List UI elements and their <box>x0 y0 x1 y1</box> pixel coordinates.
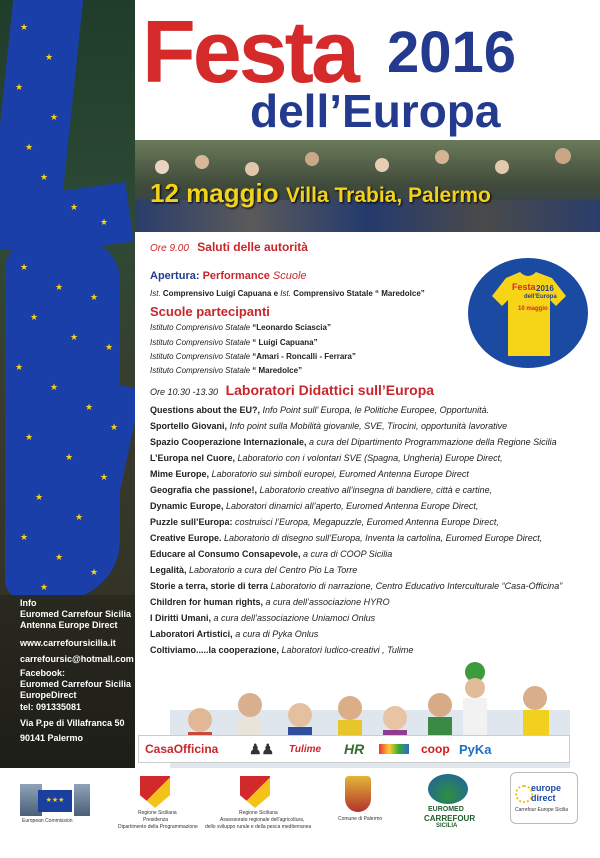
activity-desc: Laboratorio con i volontari SVE (Spagna, Ungheria) Europe Direct, <box>235 453 503 463</box>
activity-item <box>150 629 318 639</box>
performance: Performance <box>202 270 270 282</box>
school-item <box>150 366 302 375</box>
activity-item <box>150 533 542 543</box>
ore2: Ore 10.30 -13.30 <box>150 387 219 397</box>
activity-name: Storie a terra, storie di terra <box>150 581 269 591</box>
rs1-line2: Presidenza <box>143 817 169 823</box>
activity-desc: costruisci l’Europa, Megapuzzle, Euromed Antenna Europe Direct, <box>232 517 499 527</box>
activity-name: Sportello Giovani, <box>150 421 228 431</box>
facebook-label: Facebook: <box>20 668 66 678</box>
activity-item <box>150 421 507 431</box>
svg-text:★: ★ <box>20 533 29 543</box>
school-name: “ Maredolce” <box>252 366 303 375</box>
svg-text:★: ★ <box>105 343 114 353</box>
facebook-line2: EuropeDirect <box>20 690 77 700</box>
tshirt-europa: dell’Europa <box>524 294 557 300</box>
title-festa: Festa <box>142 2 357 101</box>
activity-item <box>150 645 413 655</box>
school-prefix: Istituto Comprensivo Statale <box>150 366 251 375</box>
svg-text:★: ★ <box>15 83 24 93</box>
title-year: 2016 <box>387 20 517 85</box>
activity-name: Coltiviamo.....la cooperazione, <box>150 645 280 655</box>
activity-name: Children for human rights, <box>150 597 264 607</box>
activity-desc: Laboratori dinamici all’aperto, Euromed Antenna Europe Direct, <box>223 501 479 511</box>
svg-text:★: ★ <box>35 493 44 503</box>
activity-desc: Laboratorio sui simboli europei, Euromed Antenna Europe Direct <box>209 469 469 479</box>
svg-text:★: ★ <box>90 293 99 303</box>
activity-name: Dynamic Europe, <box>150 501 224 511</box>
school-prefix: Istituto Comprensivo Statale <box>150 352 251 361</box>
activity-name: Laboratori Artistici, <box>150 629 233 639</box>
svg-text:★: ★ <box>70 333 79 343</box>
palermo-label: Comune di Palermo <box>338 816 383 822</box>
school-prefix: Istituto Comprensivo Statale <box>150 323 251 332</box>
school-name: “ Luigi Capuana” <box>252 338 318 347</box>
svg-text:★: ★ <box>25 433 34 443</box>
event-date: 12 maggio <box>150 178 279 208</box>
european-commission-logo <box>20 784 90 816</box>
svg-text:★: ★ <box>40 583 49 593</box>
svg-text:★: ★ <box>40 173 49 183</box>
people-icon: ♟♟ <box>249 740 275 757</box>
activity-name: Creative Europe. <box>150 533 222 543</box>
rs1-line3: Dipartimento della Programmazione <box>118 824 198 830</box>
svg-text:★: ★ <box>45 53 54 63</box>
title-europa: dell’Europa <box>250 85 501 137</box>
euromed-line2: CARREFOUR <box>424 814 476 823</box>
rs2-line2: Assessorato regionale dell'agricoltura, <box>220 817 305 823</box>
info-label: Info <box>20 598 37 608</box>
casaofficina-logo <box>145 740 218 758</box>
svg-text:★: ★ <box>25 143 34 153</box>
address-line2: 90141 Palermo <box>20 733 84 743</box>
email-link[interactable]: carrefoursic@hotmall.com <box>20 654 134 664</box>
europe-direct-logo <box>510 772 578 824</box>
ist1-prefix: Ist. <box>150 289 161 298</box>
activity-name: Legalità, <box>150 565 187 575</box>
svg-text:★: ★ <box>50 113 59 123</box>
activity-item <box>150 597 390 607</box>
ed-line3: Carrefour Europe Sicilia <box>515 807 569 813</box>
tulime-logo <box>289 740 321 758</box>
tshirt-year: 2016 <box>536 284 554 293</box>
svg-text:★: ★ <box>15 363 24 373</box>
regione-sicilia-logo-2 <box>240 776 270 808</box>
activity-item <box>150 517 499 527</box>
event-place: Villa Trabia, Palermo <box>285 184 491 207</box>
apertura-row <box>150 270 307 282</box>
hr-logo <box>344 740 364 758</box>
school-item <box>150 323 331 332</box>
tshirt-badge <box>468 258 588 368</box>
scuole-partecipanti-heading: Scuole partecipanti <box>150 304 270 319</box>
activity-desc: Laboratorio di disegno sull’Europa, Inventa la cartolina, Euromed Europe Direct, <box>221 533 543 543</box>
activity-desc: a cura di Pyka Onlus <box>232 629 319 639</box>
website-link[interactable]: www.carrefoursicilia.it <box>20 638 116 648</box>
activity-desc: Laboratori ludico-creativi , Tulime <box>279 645 414 655</box>
conj-e: e <box>273 289 279 298</box>
activity-desc: a cura del Dipartimento Programmazione della Regione Sicilia <box>306 437 557 447</box>
uniamoci-logo <box>379 744 409 754</box>
scuole-word: Scuole <box>272 270 307 282</box>
svg-text:★: ★ <box>20 23 29 33</box>
svg-text:★: ★ <box>55 283 64 293</box>
ed-line1: europe <box>531 783 562 793</box>
apertura-label: Apertura: <box>150 270 200 282</box>
euromed-line3: SICILIA <box>436 823 458 829</box>
svg-text:★: ★ <box>55 553 64 563</box>
eu-flag-icon: ★★★ <box>38 790 72 812</box>
tshirt-festa: Festa <box>512 282 536 292</box>
ist1-name: Comprensivo Luigi Capuana <box>162 289 272 298</box>
hr-name: HR <box>344 741 365 757</box>
svg-text:★: ★ <box>50 383 59 393</box>
activity-item <box>150 469 469 479</box>
activity-item <box>150 453 503 463</box>
coop-logo <box>421 740 450 758</box>
ed-line2: direct <box>531 793 556 803</box>
ist2-name: Comprensivo Statale “ Maredolce” <box>293 289 425 298</box>
activity-name: Questions about the EU?, <box>150 405 261 415</box>
school-item <box>150 338 318 347</box>
svg-text:★: ★ <box>85 403 94 413</box>
activity-name: Spazio Cooperazione Internazionale, <box>150 437 307 447</box>
svg-text:★: ★ <box>20 263 29 273</box>
euromed-line1: EUROMED <box>428 806 464 813</box>
activity-item <box>150 405 489 415</box>
istituti-row <box>150 289 425 298</box>
euromed-logo <box>428 774 468 804</box>
pyka-name: PyKa <box>459 741 492 757</box>
pyka-logo <box>459 740 492 758</box>
svg-text:★: ★ <box>70 203 79 213</box>
coop-name: coop <box>421 742 450 756</box>
activity-desc: Laboratorio di narrazione, Centro Educativo Interculturale “Casa-Officina” <box>268 581 563 591</box>
activity-desc: a cura dell’associazione HYRO <box>263 597 390 607</box>
activity-desc: a cura dell’associazione Uniamoci Onlus <box>211 613 376 623</box>
activity-name: Educare al Consumo Consapevole, <box>150 549 301 559</box>
activity-name: Mime Europe, <box>150 469 210 479</box>
flag-stars <box>0 0 135 620</box>
activity-item <box>150 581 562 591</box>
saluti: Saluti delle autorità <box>197 240 308 254</box>
facebook-line1: Euromed Carrefour Sicilia <box>20 679 132 689</box>
school-prefix: Istituto Comprensivo Statale <box>150 338 251 347</box>
phone: tel: 091335081 <box>20 702 82 712</box>
svg-text:★: ★ <box>65 453 74 463</box>
activity-name: I Diritti Umani, <box>150 613 212 623</box>
rs2-line3: dello sviluppo rurale e della pesca mediterranea <box>205 824 312 830</box>
laboratori-title: Laboratori Didattici sull’Europa <box>225 382 435 398</box>
rs2-line1: Regione Siciliana <box>239 810 278 816</box>
poster-title <box>140 2 595 138</box>
svg-text:★: ★ <box>75 513 84 523</box>
left-photo-column <box>0 0 135 768</box>
activity-desc: Laboratorio a cura del Centro Pio La Torre <box>186 565 358 575</box>
tshirt-icon <box>468 258 588 368</box>
crowd-photo-banner <box>135 140 600 232</box>
info-line1: Euromed Carrefour Sicilia <box>20 609 132 619</box>
rs1-line1: Regione Siciliana <box>138 810 177 816</box>
activity-item <box>150 549 392 559</box>
activity-item <box>150 485 492 495</box>
palermo-crest-icon <box>345 776 371 812</box>
address-line1: Via P.pe di Villafranca 50 <box>20 718 125 728</box>
activity-item <box>150 613 375 623</box>
svg-text:★: ★ <box>110 423 119 433</box>
activity-name: Puzzle sull’Europa: <box>150 517 233 527</box>
activity-item <box>150 501 478 511</box>
activity-desc: Info Point sull’ Europa, le Politiche Europee, Opportunità. <box>260 405 490 415</box>
ist2-prefix: Ist. <box>280 289 291 298</box>
partners-strip <box>138 735 570 763</box>
regione-sicilia-logo <box>140 776 170 808</box>
activity-desc: a cura di COOP Sicilia <box>300 549 393 559</box>
casaofficina-name: CasaOfficina <box>145 742 219 756</box>
activity-desc: Info point sulla Mobilità giovanile, SVE, Tirocini, opportunità lavorative <box>227 421 508 431</box>
sponsor-logos <box>0 770 600 858</box>
info-line2: Antenna Europe Direct <box>20 620 118 630</box>
opening-time-row <box>150 240 308 254</box>
activity-item <box>150 565 357 575</box>
school-item <box>150 352 356 361</box>
activity-desc: Laboratorio creativo all’insegna di bandiere, città e cartine, <box>257 485 493 495</box>
school-name: “Amari - Roncalli - Ferrara” <box>252 352 356 361</box>
svg-text:★: ★ <box>100 473 109 483</box>
svg-text:★: ★ <box>90 568 99 578</box>
activity-name: L’Europa nel Cuore, <box>150 453 236 463</box>
svg-text:★: ★ <box>30 313 39 323</box>
school-name: “Leonardo Sciascia” <box>252 323 331 332</box>
activity-item <box>150 437 557 447</box>
activity-name: Geografia che passione!, <box>150 485 258 495</box>
tshirt-date: 10 maggio <box>518 306 548 312</box>
tulime-name: Tulime <box>289 743 322 755</box>
ec-label: European Commission <box>22 818 73 824</box>
event-date-place <box>150 178 491 209</box>
svg-text:★: ★ <box>100 218 109 228</box>
ore1: Ore 9.00 <box>150 243 189 254</box>
laboratori-heading-row <box>150 382 434 398</box>
